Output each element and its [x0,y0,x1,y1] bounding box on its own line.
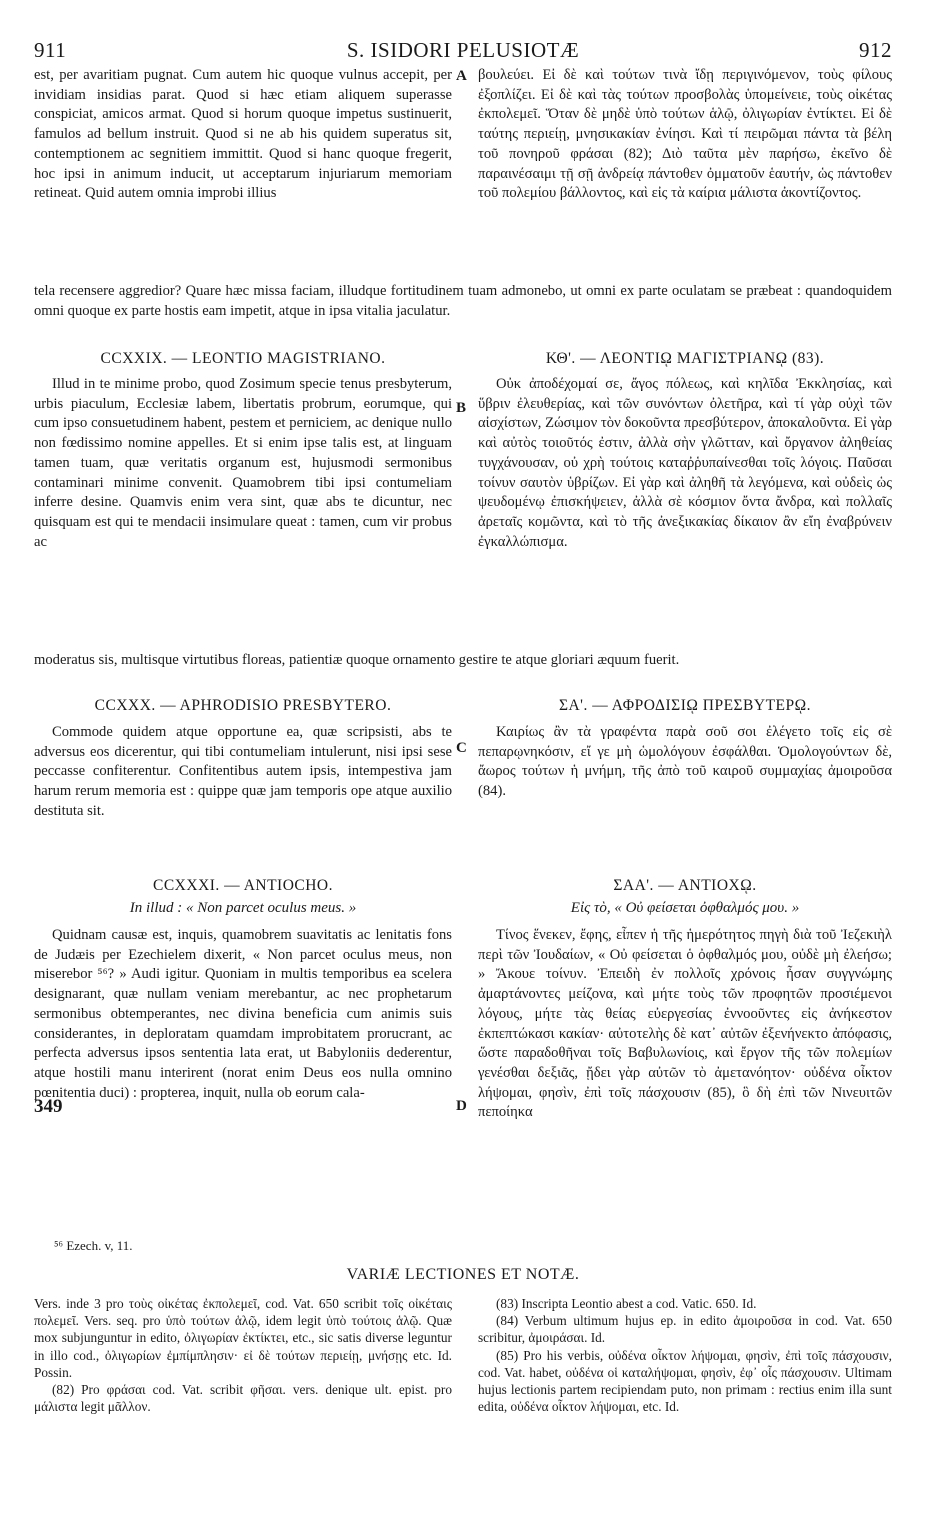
notes-title: VARIÆ LECTIONES ET NOTÆ. [346,1266,580,1283]
column-number-349: 349 [34,1096,63,1117]
greek-text-ep231: Τίνος ἕνεκεν, ἔφης, εἶπεν ἡ τῆς ἡμερότητος πηγὴ διὰ τοῦ Ἰεζεκιὴλ περὶ τῶν Ἰουδαίων, « Οὐ φείσεται ὁ ὀφθαλμός μου, οὐδὲ μὴ ἐλεήσω; » Ἄκουε τοίνυν. Ἐπειδὴ ἐν πολλοῖς χρόνοις ἦσαν συγγνώμης ἀμαρτάνοντες μείζονα, καὶ μήτε τοὺς τῶν προφητῶν προσιέμενοι λόγους, μήτε τὰς θείας εὐεργεσίας ἐννοοῦντες εἰς ἀνήκεστον ἐκπεπτώκασι κακίαν· αὐτοτελὴς δὲ κατ᾽ αὐτῶν ἐξενήνεκτο ἀπόφασις, ὥστε παραδοθῆναι τοῖς Βαβυλωνίοις, καὶ ἔργον τῆς τῶν πολεμίων γενέσθαι δεξιᾶς, ᾔδει γὰρ αὐτῶν τὸ ἀμετανόητον· οὐδένα οἶκτον λήψομαι, φησὶν, ἐπὶ τοῖς πάσχουσιν (85), ὃ δὴ ἐπὶ τῶν Νινευιτῶν πεποίηκα [478,927,892,1121]
greek-text-ep230: Καιρίως ἂν τὰ γραφέντα παρὰ σοῦ σοι ἐλέγετο τοῖς εἰς σὲ πεπαρῳνηκόσιν, εἴ γε μὴ ὡμολόγουν ἐσφάλθαι. Ὁμολογούντων δὲ, ἄωρος τούτων ἡ μνήμη, τῆς ἀπὸ τοῦ καιροῦ συμμαχίας ἀμοιροῦσα (84). [478,724,892,800]
heading-latin-ep229: CCXXIX. — LEONTIO MAGISTRIANO. [100,350,386,367]
margin-marker-c: C [456,740,467,756]
footnote: ⁵⁶ Ezech. v, 11. [54,1238,133,1253]
heading-latin-ep231: CCXXXI. — ANTIOCHO. [153,877,333,894]
note: (84) Verbum ultimum hujus ep. in edito ἀμοιροῦσα in cod. Vat. 650 scribitur, ἀμοιράσαι. Id. [478,1313,892,1346]
margin-marker-b: B [456,400,467,416]
notes-right-column [478,1295,892,1415]
latin-continuation: est, per avaritiam pugnat. Cum autem hic quoque vulnus accepit, per invidiam insidias parat. Quod si hæc etiam aliquem superasse conspiciat, amicos armat. Quod si horum quoque impetus sustinuerit, famulos ad bellum instruit. Quod si ne ab his quidem superatus sit, contemptionem ac segnitiem immittit. Quod si hanc quoque fregerit, hoc ipsi in animum inducit, ut acceptarum injuriarum memoriam retineat. Quid autem omnia improbi illius [34,67,452,202]
margin-marker-a: A [456,68,467,84]
heading-greek-ep229: ΚΘ'. — ΛΕΟΝΤΙῼ ΜΑΓΙΣΤΡΙΑΝῼ (83). [545,350,825,367]
heading-greek-ep230: ΣΑ'. — ΑΦΡΟΔΙΣΙῼ ΠΡΕΣΒΥΤΕΡῼ. [558,697,812,714]
note: Vers. inde 3 pro τοὺς οἰκέτας ἐκπολεμεῖ, cod. Vat. 650 scribit τοῖς οἰκέταις πολεμεῖ. Vers. seq. pro ὑπὸ τούτων ἁλῷ, idem legit ὑπὸ τούτοις ἁλῷ. Quæ mox subjunguntur in edito, ὀλιγωρίαν ἐκτίκτει, etc., sic satis diverse leguntur in illo cod., ὀλιγωρίων ἐμπίμπλησιν· εἰ δὲ τούτων περιείῃ, μνήσῃς etc. Id. Possin. [34,1296,452,1380]
notes-left-column [34,1295,452,1415]
running-header [34,38,892,64]
latin-continuation-full: tela recensere aggredior? Quare hæc missa faciam, illudque fortitudinem tuam admonebo, ut omni ex parte oculatam se præbeat : quandoquidem omni quoque ex parte hostis eam impetit, atque in ipsa vitalia jaculatur. [34,283,892,319]
margin-marker-d: D [456,1098,467,1114]
greek-text-ep229: Οὐκ ἀποδέχομαί σε, ἄγος πόλεως, καὶ κηλῖδα Ἐκκλησίας, καὶ ὕβριν ἐλευθερίας, καὶ τῶν συνόντων ὀλετῆρα, καὶ τί γὰρ οὐχὶ τῶν αἰσχίστων, Ζώσιμον τὸν δοκοῦντα πρεσβύτερον, ἀποκαλοῦντα. Εἰ γὰρ καὶ αὐτὸς τοιοῦτός ἐστιν, ἀλλὰ σὴν γλῶτταν, καὶ ὄργανον ἀληθείας τυγχάνουσαν, οὐ χρὴ τούτοις καταῤῥυπαίνεσθαι τοῖς λόγοις. Παῦσαι τοίνυν σαυτὸν ὑβρίζων. Εἰ γὰρ καὶ ἀληθῆ τὰ λεγόμενα, καὶ οὐδεὶς ὡς ψευδομένῳ ἐπισκήψειεν, ἀλλὰ σὲ κόσμιον ὄντα ἄνδρα, καὶ πολλαῖς ἀρεταῖς κομῶντα, καὶ τὸ τῆς ἀνεξικακίας δίκαιον ἂν εἴη ἐναβρύνειν ἐγκαλλώπισμα. [478,376,892,550]
subtitle-greek-ep231: Εἰς τὸ, « Οὐ φείσεται ὀφθαλμός μου. » [570,900,800,916]
page-number-left: 911 [34,38,67,62]
latin-text-ep229: Illud in te minime probo, quod Zosimum specie tenus presbyterum, urbis piaculum, Ecclesiæ labem, libertatis probrum, eorumque, qui cum ipso consuetudinem habent, pestem et perniciem, ac denique nullo non fœdissimo nomine appelles. Et si enim ipse talis est, at linguam tamen tuam, quæ veritatis organum est, hujusmodi sermonibus contaminari minime convenit. Quamobrem tibi ipsi contumeliam inferre desine. Quamvis enim vera sint, quæ abs te dicuntur, nec quisquam est qui te mendacii insimulare queat : tamen, cum vir probus ac [34,376,452,550]
latin-text-ep231: Quidnam causæ est, inquis, quamobrem suavitatis ac lenitatis fons de Judæis per Ezechielem dixerit, « Non parcet oculus meus, non miserebor ⁵⁶? » Audi igitur. Quoniam in multis temporibus ea scelera designarant, quæ nullam veniam merebantur, ac nec prophetarum sermonibus obtemperantes, nec divina beneficia cum animis suis considerantes, in deploratam quamdam improbitatem prorucrant, ac perfecta adversus ipsos sententia lata erat, ut Babyloniis dederentur, atque hostili manu interirent (norat enim Deus eos nulla omnino pœnitentia duci) : propterea, inquit, nulla ob eorum cala- [34,927,452,1101]
heading-latin-ep230: CCXXX. — APHRODISIO PRESBYTERO. [94,697,392,714]
heading-greek-ep231: ΣΑΑ'. — ΑΝΤΙΟΧῼ. [613,877,757,894]
greek-continuation: βουλεύει. Εἰ δὲ καὶ τούτων τινὰ ἴδῃ περιγινόμενον, τοὺς φίλους ἐξοπλίζει. Εἰ δὲ καὶ τὰς τούτων προσβολὰς ὑπομείνειε, τοὺς οἰκέτας ἐκπολεμεῖ. Ὅταν δὲ μηδὲ ὑπὸ τούτων ἁλῷ, ὀλιγωρίαν ἐντίκτει. Εἰ δὲ ταύτης περιείῃ, μνησικακίαν ἐνίησι. Καὶ τί πειρῶμαι πάντα τὰ βέλη τοῦ πονηροῦ φράσαι (82); Διὸ ταῦτα μὲν παρήσω, ἐκεῖνο δὲ παραινέσαιμι τῇ σῇ ἀνδρείᾳ πάντοθεν ὀμματοῦν ἑαυτήν, ὡς πάντοθεν τοῦ πολεμίου βάλλοντος, καὶ εἰς τὰ καίρια μάλιστα ἀκοντίζοντος. [478,67,892,202]
note: (83) Inscripta Leontio abest a cod. Vatic. 650. Id. [496,1296,757,1311]
latin-text-ep229-full: moderatus sis, multisque virtutibus floreas, patientiæ quoque ornamento gestire te atque gloriari æquum fuerit. [34,652,680,668]
page-number-right: 912 [859,38,892,62]
note: (82) Pro φράσαι cod. Vat. scribit φῆσαι. vers. denique ult. epist. pro μάλιστα legit μᾶλλον. [34,1382,452,1415]
subtitle-latin-ep231: In illud : « Non parcet oculus meus. » [129,900,357,916]
note: (85) Pro his verbis, οὐδένα οἶκτον λήψομαι, φησὶν, ἐπὶ τοῖς πάσχουσιν, cod. Vat. habet, οὐδένα οἱ καταλήψομαι, φησὶν, ἐφ᾽ οἷς πάσχουσιν. Ultimam hujus lectionis partem recipiendam puto, non primam : rectius enim illa sunt edita, οὐδένα οἶκτον λήψομαι, etc. Id. [478,1347,892,1415]
page-title: S. ISIDORI PELUSIOTÆ [346,38,580,62]
latin-text-ep230: Commode quidem atque opportune ea, quæ scripsisti, abs te adversus eos dicerentur, qui tibi contumeliam intulerunt, nisi ipsi sese peccasse confiterentur. Confitentibus autem ipsis, intempestiva jam harum rerum memoria est : quippe quæ jam temporis ope atque auxilio destituta sit. [34,724,452,819]
